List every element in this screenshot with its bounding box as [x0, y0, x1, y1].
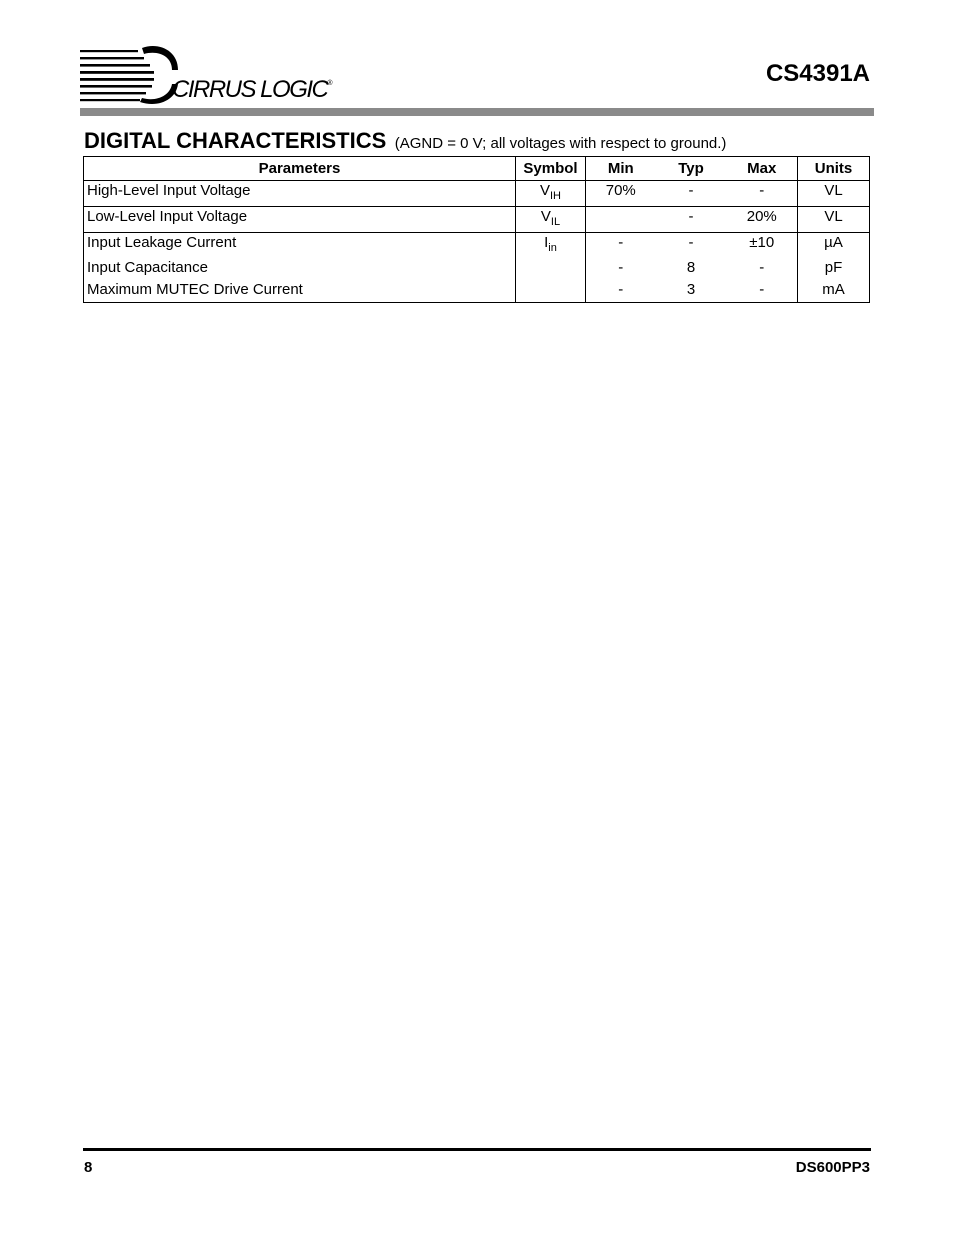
max-cell: -: [727, 258, 798, 280]
symbol-cell: [516, 280, 586, 303]
typ-cell: 8: [686, 259, 696, 276]
typ-cell: -: [656, 207, 727, 233]
max-cell: ±10: [727, 233, 798, 259]
col-header-units: Units: [798, 157, 870, 181]
col-header-symbol: Symbol: [516, 157, 586, 181]
document-id: DS600PP3: [795, 1159, 870, 1176]
param-cell: Maximum MUTEC Drive Current: [84, 280, 516, 303]
max-cell: -: [727, 181, 798, 207]
param-cell: High-Level Input Voltage: [84, 181, 516, 207]
footer-rule: [83, 1148, 871, 1151]
typ-cell: -: [656, 181, 727, 207]
table-row: [84, 233, 870, 259]
min-cell: [586, 207, 656, 233]
max-cell: -: [727, 280, 798, 303]
part-number: CS4391A: [765, 60, 870, 87]
section-title: [84, 128, 726, 154]
param-cell: Input Capacitance: [84, 258, 516, 280]
table-row: [84, 258, 870, 280]
page-number: 8: [84, 1159, 93, 1176]
symbol-cell: $I_{in}$: [516, 233, 586, 259]
col-header-parameters: Parameters: [84, 157, 516, 181]
col-header-typ: Typ: [656, 157, 727, 181]
table-row: [84, 181, 870, 207]
col-header-min: Min: [586, 157, 656, 181]
typ-cell: -: [688, 234, 694, 251]
section-heading: DIGITAL CHARACTERISTICS: [84, 128, 387, 153]
units-cell: µA: [798, 233, 870, 259]
min-cell: -: [586, 280, 656, 303]
typ-cell: 3: [656, 280, 727, 303]
units-cell: VL: [798, 207, 870, 233]
param-cell: Low-Level Input Voltage: [84, 207, 516, 233]
logo-wordmark: CIRRUS LOGIC®: [172, 76, 333, 103]
param-cell: Input Leakage Current: [84, 233, 516, 259]
section-conditions: (AGND = 0 V; all voltages with respect to ground.): [394, 135, 727, 152]
table-row: [84, 280, 870, 303]
min-cell: -: [618, 259, 624, 276]
digital-characteristics-table: [83, 156, 870, 303]
units-cell: pF: [798, 258, 870, 280]
table-header-row: [84, 157, 870, 181]
units-cell: mA: [798, 280, 870, 303]
col-header-max: Max: [727, 157, 798, 181]
symbol-cell: $V_{IH}$: [516, 181, 586, 207]
header-rule: [80, 108, 874, 116]
min-cell: 70%: [586, 181, 656, 207]
symbol-cell: $V_{IL}$: [516, 207, 586, 233]
table-row: [84, 207, 870, 233]
symbol-cell: [516, 258, 586, 280]
min-cell: -: [618, 234, 624, 251]
max-cell: 20%: [727, 207, 798, 233]
units-cell: VL: [798, 181, 870, 207]
